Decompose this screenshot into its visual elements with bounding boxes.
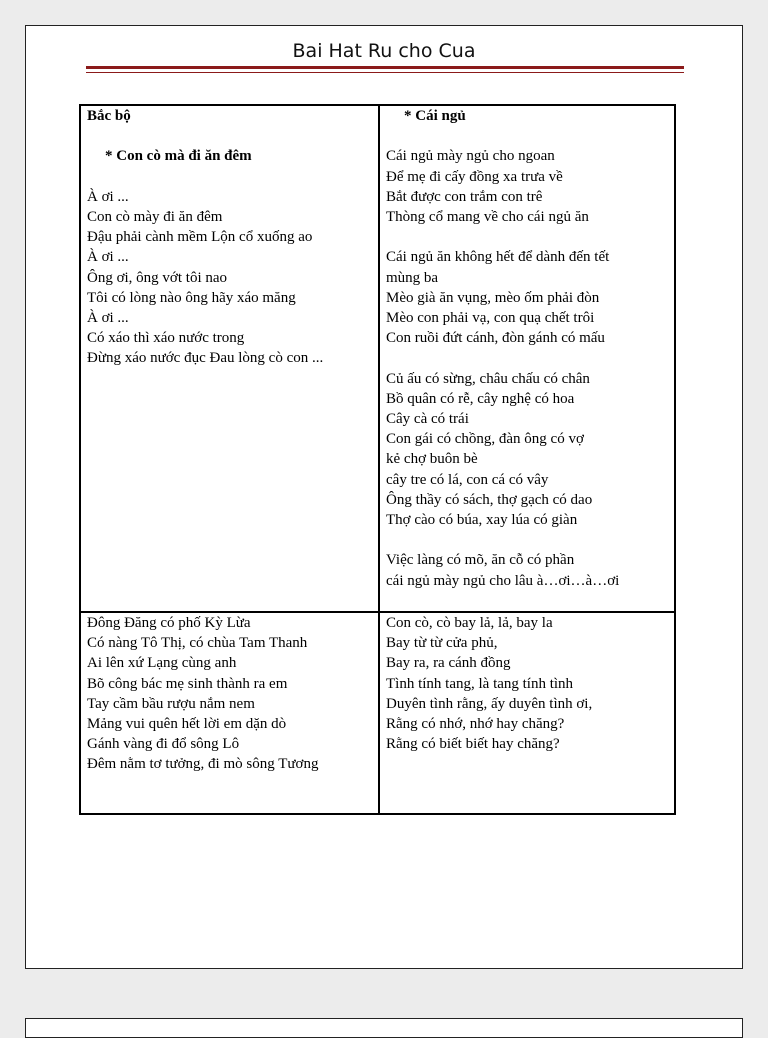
poem-line: Có nàng Tô Thị, có chùa Tam Thanh bbox=[87, 635, 308, 652]
poem-line: cái ngủ mày ngủ cho lâu à…ơi…à…ơi bbox=[386, 572, 620, 589]
poem-line: Việc làng có mõ, ăn cỗ có phần bbox=[386, 552, 575, 569]
poem-line: kẻ chợ buôn bè bbox=[386, 451, 478, 468]
document-page bbox=[25, 25, 743, 969]
poem-line: Cái ngủ mày ngủ cho ngoan bbox=[386, 148, 555, 165]
poem-line: Đêm nằm tơ tưởng, đi mò sông Tương bbox=[87, 756, 319, 773]
poem-line: Bõ công bác mẹ sinh thành ra em bbox=[87, 675, 288, 692]
title-rule-thin bbox=[86, 72, 684, 73]
cell-top-right bbox=[379, 105, 675, 612]
poem-line: Tôi có lòng nào ông hãy xáo măng bbox=[87, 289, 296, 306]
stanza-3 bbox=[386, 369, 668, 531]
poem-line: Ai lên xứ Lạng cùng anh bbox=[87, 655, 237, 672]
next-page bbox=[25, 1018, 743, 1038]
poem-line: Đừng xáo nước đục Đau lòng cò con ... bbox=[87, 350, 324, 367]
poem-line: Ông thầy có sách, thợ gạch có dao bbox=[386, 491, 593, 508]
poem-line: Duyên tình rằng, ấy duyên tình ơi, bbox=[386, 695, 593, 712]
poem-line: Cái ngủ ăn không hết để dành đến tết bbox=[386, 249, 610, 266]
poem-line: À ơi ... bbox=[87, 310, 129, 326]
poem-line: Con gái có chồng, đàn ông có vợ bbox=[386, 431, 584, 448]
poem-line: cây tre có lá, con cá có vây bbox=[386, 471, 549, 488]
poem-line: Mèo con phải vạ, con quạ chết trôi bbox=[386, 310, 595, 326]
poem-line: Bay từ từ cửa phủ, bbox=[386, 635, 498, 652]
poem-line: Thợ cào có búa, xay lúa có giàn bbox=[386, 512, 578, 529]
cell-bottom-left bbox=[80, 612, 379, 814]
poem-line: Rằng có nhớ, nhớ hay chăng? bbox=[386, 716, 565, 733]
cell-bottom-right bbox=[379, 612, 675, 814]
stanza-2 bbox=[386, 247, 668, 348]
cell-top-left bbox=[80, 105, 379, 612]
poem-line: Bồ quân có rễ, cây nghệ có hoa bbox=[386, 390, 575, 407]
stanza-4 bbox=[386, 550, 668, 590]
poem-line: Cây cà có trái bbox=[386, 411, 469, 427]
poem-heading: * Cái ngủ bbox=[404, 108, 466, 124]
poem-lines bbox=[386, 613, 668, 754]
poem-line: À ơi ... bbox=[87, 249, 129, 266]
poem-line: Đậu phải cành mềm Lộn cổ xuống ao bbox=[87, 229, 313, 246]
poem-line: Đông Đăng có phố Kỳ Lừa bbox=[87, 615, 251, 631]
lullaby-table bbox=[79, 104, 676, 815]
poem-line: Củ ấu có sừng, châu chấu có chân bbox=[386, 370, 590, 387]
poem-line: Tình tính tang, là tang tính tình bbox=[386, 675, 574, 692]
poem-lines bbox=[87, 187, 372, 369]
poem-line: Rằng có biết biết hay chăng? bbox=[386, 736, 560, 753]
title-rule-thick bbox=[86, 66, 684, 69]
poem-line: Ông ơi, ông vớt tôi nao bbox=[87, 269, 228, 286]
table-row bbox=[80, 612, 675, 814]
stanza-1 bbox=[386, 146, 668, 227]
poem-heading: * Con cò mà đi ăn đêm bbox=[105, 148, 252, 165]
poem-line: Gánh vàng đi đổ sông Lô bbox=[87, 736, 240, 753]
poem-line: Để mẹ đi cấy đồng xa trưa về bbox=[386, 168, 563, 185]
region-heading: Bắc bộ bbox=[87, 108, 131, 124]
poem-lines bbox=[87, 613, 372, 775]
poem-line: Con cò mày đi ăn đêm bbox=[87, 208, 223, 225]
poem-line: Con cò, cò bay lả, lả, bay la bbox=[386, 615, 553, 631]
poem-line: Mảng vui quên hết lời em dặn dò bbox=[87, 716, 287, 733]
poem-line: Bay ra, ra cánh đồng bbox=[386, 655, 511, 672]
poem-line: Mèo già ăn vụng, mèo ốm phải đòn bbox=[386, 289, 600, 306]
poem-line: Bắt được con trắm con trê bbox=[386, 188, 543, 205]
poem-line: Thòng cổ mang về cho cái ngủ ăn bbox=[386, 209, 589, 225]
poem-line: Tay cầm bầu rượu nắm nem bbox=[87, 695, 255, 712]
poem-line: Con ruồi đứt cánh, đòn gánh có mấu bbox=[386, 330, 605, 347]
poem-line: mùng ba bbox=[386, 269, 439, 286]
table-row bbox=[80, 105, 675, 612]
document-title: Bai Hat Ru cho Cua bbox=[292, 40, 476, 62]
poem-line: À ơi ... bbox=[87, 188, 129, 205]
poem-line: Có xáo thì xáo nước trong bbox=[87, 330, 245, 347]
